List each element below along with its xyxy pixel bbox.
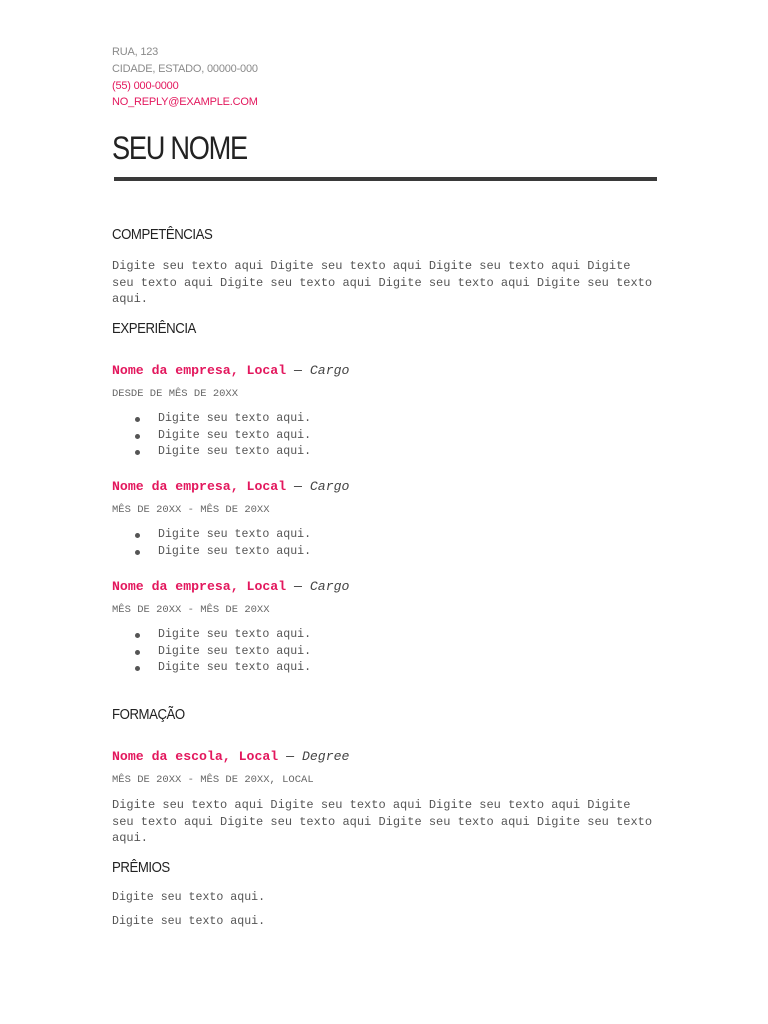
job-separator: — xyxy=(294,363,302,378)
list-item xyxy=(112,660,311,677)
bullet-icon xyxy=(135,650,140,655)
job-dates-3: MÊS DE 20XX - MÊS DE 20XX xyxy=(112,604,270,616)
job-company: Nome da empresa, Local xyxy=(112,363,287,378)
bullet-icon xyxy=(135,434,140,439)
header-divider xyxy=(114,177,657,181)
list-item-text: Digite seu texto aqui. xyxy=(158,412,312,425)
section-title-skills: COMPETÊNCIAS xyxy=(112,226,213,243)
bullet-icon xyxy=(135,450,140,455)
award-item-2: Digite seu texto aqui. xyxy=(112,915,266,928)
list-item xyxy=(112,527,311,544)
job-separator: — xyxy=(294,579,302,594)
education-degree: Degree xyxy=(301,749,350,764)
contact-block xyxy=(112,44,258,111)
job-role: Cargo xyxy=(309,363,350,378)
contact-city: CIDADE, ESTADO, 00000-000 xyxy=(112,62,258,75)
education-text: Digite seu texto aqui Digite seu texto aqui Digite seu texto aqui Digite seu texto aqui Digite seu texto aqui Digite seu texto aqui Digite seu texto aqui. xyxy=(112,798,653,846)
bullet-icon xyxy=(135,417,140,422)
job-title-3 xyxy=(112,579,349,594)
education-title xyxy=(112,749,349,764)
list-item-text: Digite seu texto aqui. xyxy=(158,445,312,459)
contact-phone[interactable]: (55) 000-0000 xyxy=(112,79,179,92)
list-item-text: Digite seu texto aqui. xyxy=(158,661,312,675)
section-title-education: FORMAÇÃO xyxy=(112,706,185,723)
list-item xyxy=(112,444,311,461)
contact-email[interactable]: NO_REPLY@EXAMPLE.COM xyxy=(112,96,258,109)
bullet-icon xyxy=(135,633,140,638)
bullet-icon xyxy=(135,550,140,555)
job-company: Nome da empresa, Local xyxy=(112,579,287,594)
skills-text: Digite seu texto aqui Digite seu texto aqui Digite seu texto aqui Digite seu texto aqui Digite seu texto aqui Digite seu texto aqui Digite seu texto aqui. xyxy=(112,259,653,307)
list-item xyxy=(112,627,311,644)
job-bullets-3 xyxy=(112,627,311,677)
education-dates: MÊS DE 20XX - MÊS DE 20XX, LOCAL xyxy=(112,774,314,786)
list-item-text: Digite seu texto aqui. xyxy=(158,544,312,558)
job-role: Cargo xyxy=(309,479,350,494)
list-item xyxy=(112,544,311,561)
job-bullets-2 xyxy=(112,527,311,560)
section-title-experience: EXPERIÊNCIA xyxy=(112,320,196,337)
job-role: Cargo xyxy=(309,579,350,594)
job-title-2 xyxy=(112,479,349,494)
list-item-text: Digite seu texto aqui. xyxy=(158,428,312,442)
job-dates-2: MÊS DE 20XX - MÊS DE 20XX xyxy=(112,504,270,516)
list-item-text: Digite seu texto aqui. xyxy=(158,644,312,658)
bullet-icon xyxy=(135,666,140,671)
list-item-text: Digite seu texto aqui. xyxy=(158,528,312,541)
job-separator: — xyxy=(294,479,302,494)
education-school: Nome da escola, Local xyxy=(112,749,279,764)
award-item-1: Digite seu texto aqui. xyxy=(112,891,266,904)
contact-street: RUA, 123 xyxy=(112,46,159,58)
bullet-icon xyxy=(135,533,140,538)
list-item xyxy=(112,411,311,428)
job-dates-1: DESDE DE MÊS DE 20XX xyxy=(112,388,239,400)
job-company: Nome da empresa, Local xyxy=(112,479,287,494)
job-bullets-1 xyxy=(112,411,311,461)
education-separator: — xyxy=(286,749,295,764)
list-item xyxy=(112,428,311,445)
resume-name: SEU NOME xyxy=(112,130,247,166)
job-title-1 xyxy=(112,363,349,378)
section-title-awards: PRÊMIOS xyxy=(112,859,170,876)
list-item xyxy=(112,644,311,661)
list-item-text: Digite seu texto aqui. xyxy=(158,628,312,641)
